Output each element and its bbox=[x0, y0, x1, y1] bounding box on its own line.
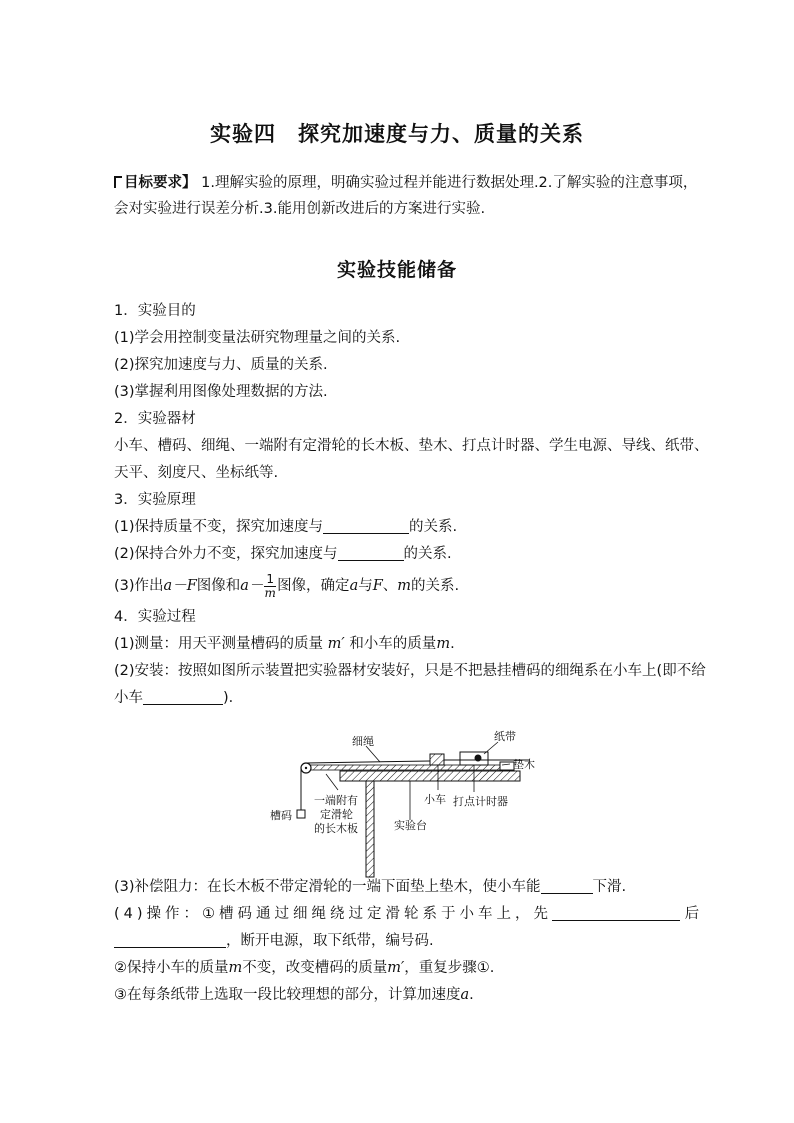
leader-line bbox=[366, 746, 380, 762]
label-board-3: 的长木板 bbox=[314, 822, 358, 835]
label-block: 垫木 bbox=[513, 758, 535, 771]
label-table: 实验台 bbox=[394, 819, 427, 832]
table-leg bbox=[366, 781, 374, 877]
leader-line bbox=[484, 742, 498, 754]
label-board-2: 定滑轮 bbox=[320, 808, 353, 821]
bracket-icon bbox=[114, 176, 122, 188]
heading-principle: 3．实验原理 bbox=[114, 492, 196, 508]
content-body bbox=[114, 298, 709, 1009]
leader-line bbox=[326, 774, 338, 790]
procedure-item-4-cont: ，断开电源，取下纸带，编号码. bbox=[114, 928, 684, 955]
procedure-item-3: (3)补偿阻力：在长木板不带定滑轮的一端下面垫上垫木，使小车能 下滑. bbox=[114, 879, 627, 895]
procedure-item-4-3: ③在每条纸带上选取一段比较理想的部分，计算加速度a. bbox=[114, 987, 474, 1003]
objectives-block bbox=[114, 170, 698, 222]
label-cart: 小车 bbox=[424, 793, 446, 806]
objectives-text-2: 会对实验进行误差分析.3.能用创新改进后的方案进行实验. bbox=[114, 201, 486, 217]
apparatus-figure bbox=[270, 728, 540, 878]
procedure-item-4-2: ②保持小车的质量m不变，改变槽码的质量m′，重复步骤①. bbox=[114, 960, 495, 976]
label-rope: 细绳 bbox=[352, 735, 374, 748]
heading-equipment: 2．实验器材 bbox=[114, 411, 196, 427]
page-title: 实验四 探究加速度与力、质量的关系 bbox=[210, 122, 584, 146]
procedure-item-1: (1)测量：用天平测量槽码的质量 m′ 和小车的质量m. bbox=[114, 636, 455, 652]
label-tape: 纸带 bbox=[494, 730, 516, 743]
fraction: $\frac{1}{m}$ bbox=[264, 571, 276, 600]
fill-blank[interactable] bbox=[541, 877, 593, 894]
section-title: 实验技能储备 bbox=[336, 259, 457, 281]
purpose-item-1: (1)学会用控制变量法研究物理量之间的关系. bbox=[114, 330, 401, 346]
fill-blank[interactable] bbox=[323, 517, 409, 534]
procedure-item-2: (2)安装：按照如图所示装置把实验器材安装好，只是不把悬挂槽码的细绳系在小车上(即不给 bbox=[114, 663, 706, 679]
fill-blank[interactable] bbox=[143, 688, 223, 705]
principle-item-3: (3)作出a－F图像和a－ $\frac{1}{m}$ 图像，确定a与F、m的关系. bbox=[114, 571, 460, 600]
equipment-text-2: 天平、刻度尺、坐标纸等. bbox=[114, 465, 279, 481]
heading-procedure: 4．实验过程 bbox=[114, 609, 196, 625]
rope-line bbox=[306, 761, 430, 763]
principle-item-2: (2)保持合外力不变，探究加速度与 的关系. bbox=[114, 546, 452, 562]
fill-blank[interactable] bbox=[338, 544, 404, 561]
timer-icon bbox=[460, 752, 488, 765]
label-timer: 打点计时器 bbox=[453, 795, 508, 808]
purpose-item-2: (2)探究加速度与力、质量的关系. bbox=[114, 357, 328, 373]
equipment-text-1: 小车、槽码、细绳、一端附有定滑轮的长木板、垫木、打点计时器、学生电源、导线、纸带、 bbox=[114, 438, 709, 454]
objectives-text-1: 1.理解实验的原理，明确实验过程并能进行数据处理.2.了解实验的注意事项， bbox=[196, 175, 698, 191]
procedure-item-4: (4)操作：①槽码通过细绳绕过定滑轮系于小车上，先 后 bbox=[114, 906, 700, 922]
principle-item-1: (1)保持质量不变，探究加速度与 的关系. bbox=[114, 519, 458, 535]
apparatus-diagram bbox=[270, 728, 540, 878]
label-board-1: 一端附有 bbox=[314, 794, 358, 807]
fill-blank[interactable] bbox=[114, 931, 226, 948]
cart-icon bbox=[430, 754, 444, 765]
weights-icon bbox=[297, 810, 305, 818]
procedure-item-2-cont: 小车 )． bbox=[114, 690, 244, 706]
pulley-axle bbox=[305, 767, 307, 769]
long-board bbox=[340, 771, 520, 781]
heading-purpose: 1．实验目的 bbox=[114, 303, 196, 319]
fill-blank[interactable] bbox=[552, 904, 680, 921]
objectives-tag: 目标要求】 bbox=[114, 175, 197, 191]
purpose-item-3: (3)掌握利用图像处理数据的方法. bbox=[114, 384, 328, 400]
block-icon bbox=[500, 762, 514, 770]
label-weights: 槽码 bbox=[270, 809, 292, 822]
